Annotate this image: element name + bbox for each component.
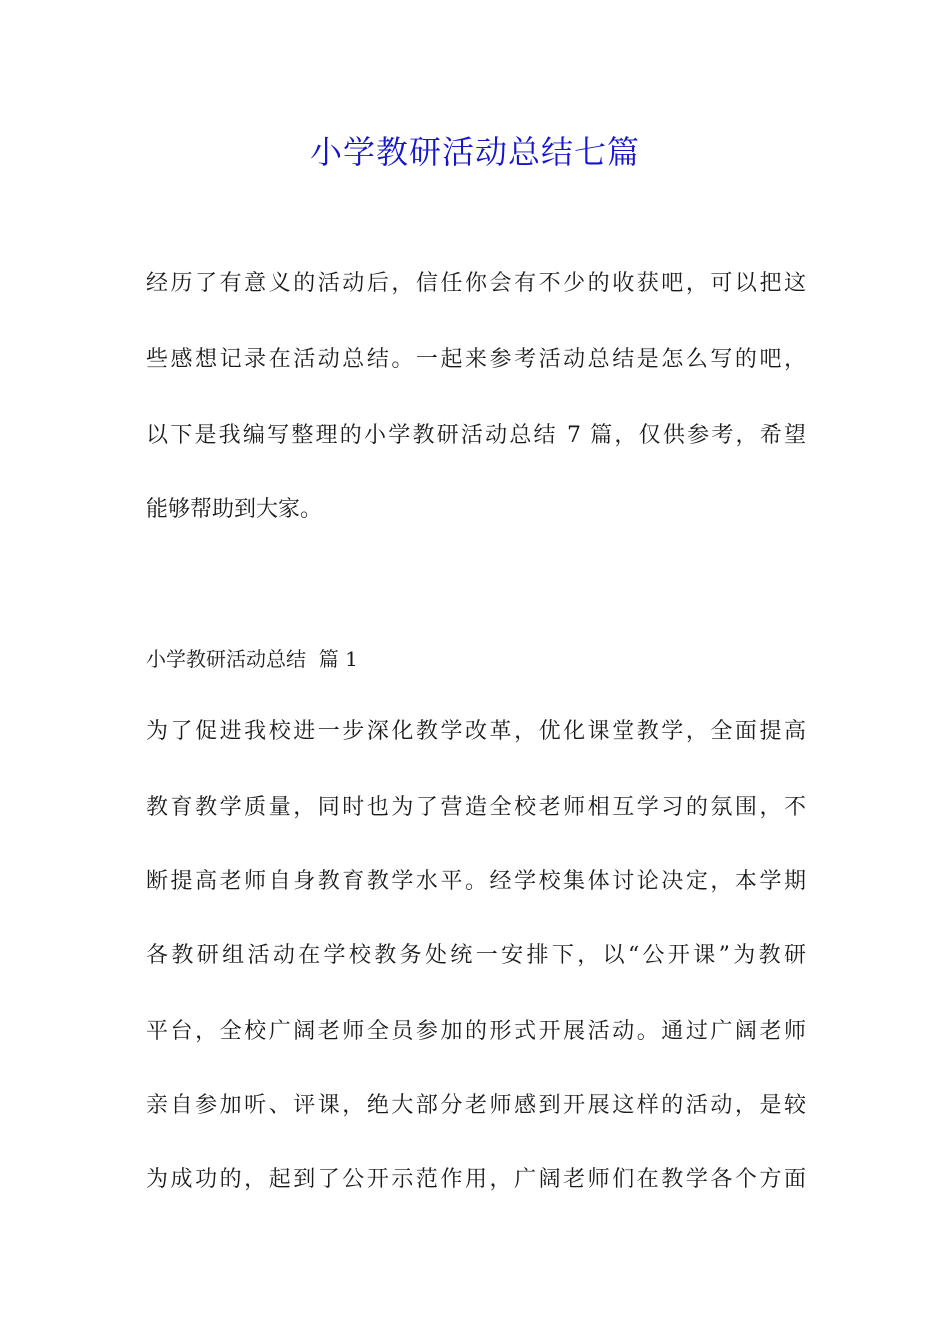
intro-line: 经历了有意义的活动后，信任你会有不少的收获吧，可以把这 xyxy=(146,271,806,296)
body-line: 平台，全校广阔老师全员参加的形式开展活动。通过广阔老师 xyxy=(146,1019,806,1044)
body-line: 各教研组活动在学校教务处统一安排下，以“公开课”为教研 xyxy=(146,943,806,968)
body-line: 亲自参加听、评课，绝大部分老师感到开展这样的活动，是较 xyxy=(146,1093,806,1118)
body-line: 断提高老师自身教育教学水平。经学校集体讨论决定，本学期 xyxy=(146,869,806,894)
body-line: 为成功的，起到了公开示范作用，广阔老师们在教学各个方面 xyxy=(146,1167,806,1192)
document-title: 小学教研活动总结七篇 xyxy=(309,133,640,171)
body-line: 为了促进我校进一步深化教学改革，优化课堂教学，全面提高 xyxy=(146,719,806,744)
intro-line: 能够帮助到大家。 xyxy=(146,497,323,522)
section-heading: 小学教研活动总结 篇 1 xyxy=(146,647,358,671)
intro-line: 以下是我编写整理的小学教研活动总结 7 篇，仅供参考，希望 xyxy=(146,423,806,448)
intro-line: 些感想记录在活动总结。一起来参考活动总结是怎么写的吧， xyxy=(146,347,806,372)
body-line: 教育教学质量，同时也为了营造全校老师相互学习的氛围，不 xyxy=(146,795,806,820)
